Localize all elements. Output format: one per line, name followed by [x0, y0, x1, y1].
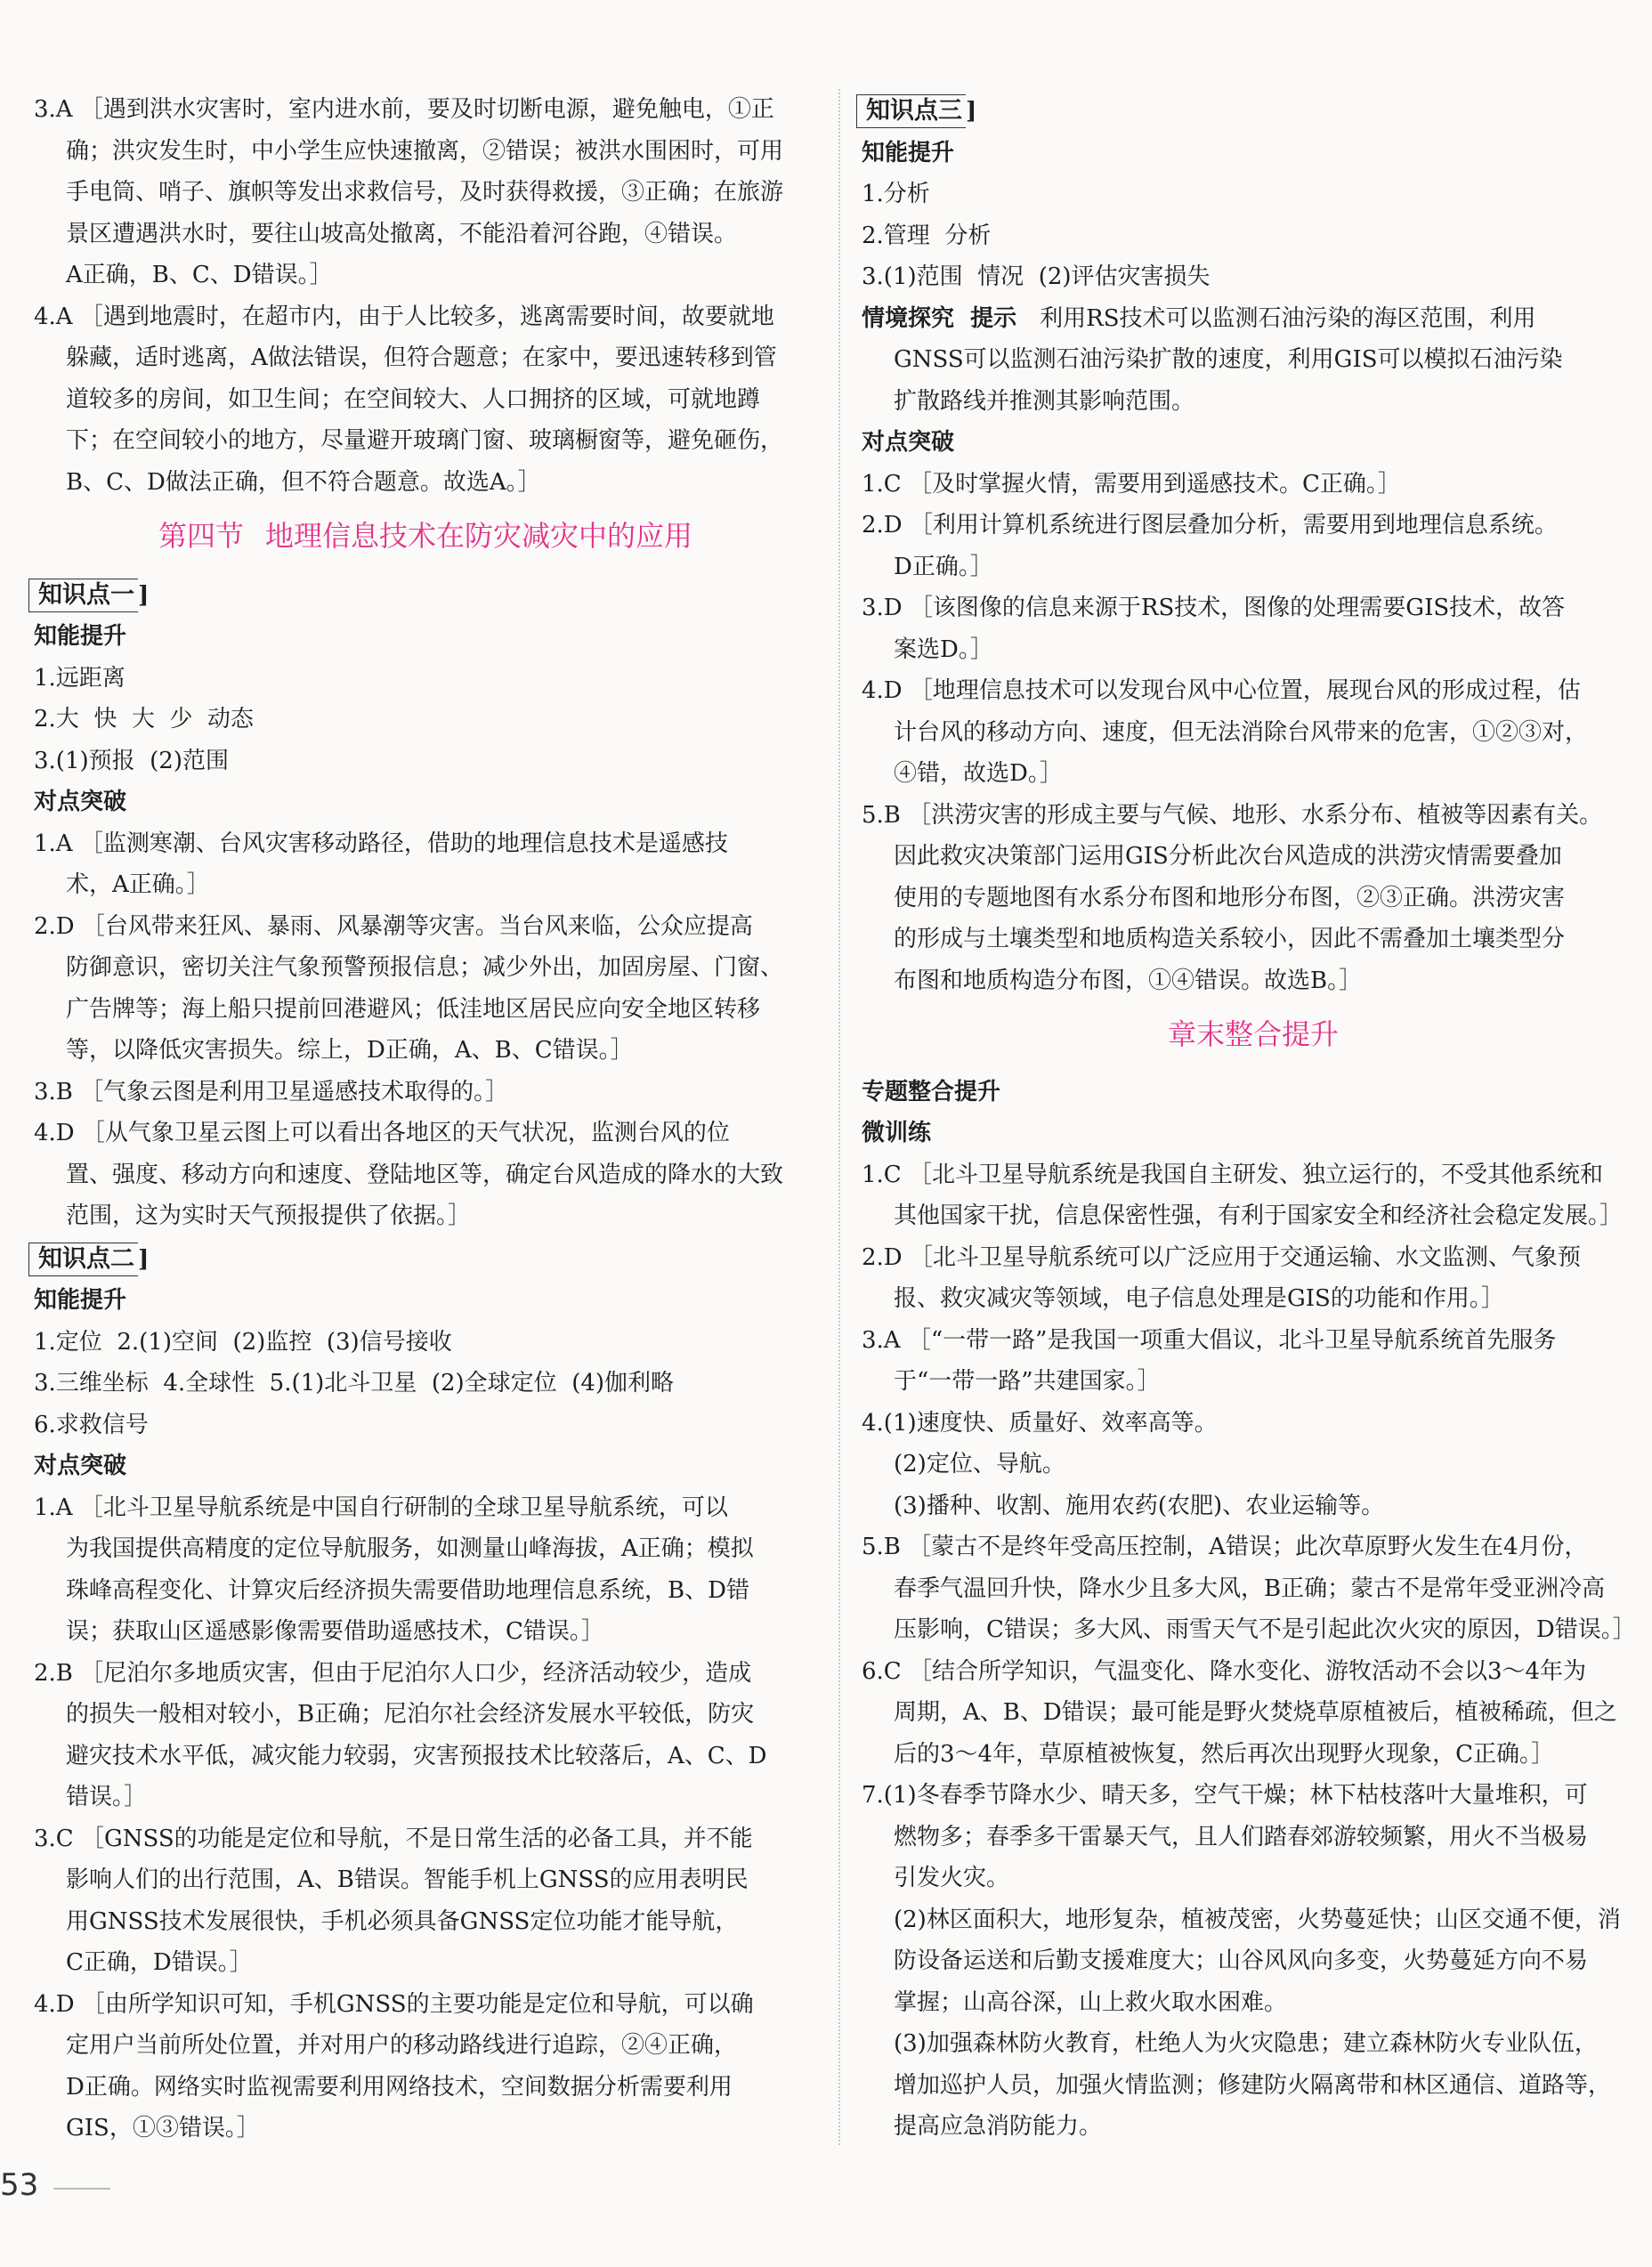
- kp-label-text: 知识点二: [28, 1243, 138, 1276]
- knowledge-point-1-label: [34, 573, 817, 617]
- answer-k2-1: [34, 1487, 817, 1653]
- answer-line: (3)加强森林防火教育，杜绝人为火灾隐患；建立森林防火专业队伍，: [894, 2030, 1598, 2057]
- qingjing-line: GNSS可以监测石油污染扩散的速度，利用GIS可以模拟石油污染: [894, 346, 1563, 373]
- answer-line: (2)定位、导航。: [894, 1451, 1065, 1478]
- section-heading: 地理信息技术在防灾减灾中的应用: [265, 519, 693, 553]
- qingjing-line: 扩散路线并推测其影响范围。: [894, 387, 1195, 415]
- answer-line: 等，以降低灾害损失。综上，D正确，A、B、C错误。］: [66, 1037, 634, 1064]
- answer-k3-4: [862, 670, 1645, 795]
- subheading-zhuanti: 专题整合提升: [862, 1078, 1001, 1105]
- answer-line: 引发火灾。: [894, 1865, 1010, 1891]
- answer-line: 3.A ［“一带一路”是我国一项重大倡议，北斗卫星导航系统首先服务: [862, 1326, 1557, 1354]
- answer-line: 道较多的房间，如卫生间；在空间较大、人口拥挤的区域，可就地蹲: [66, 385, 761, 413]
- answer-line: C正确，D错误。］: [66, 1949, 253, 1976]
- subheading-zhineng: 知能提升: [34, 623, 127, 650]
- answer-line: 的形成与土壤类型和地质构造关系较小，因此不需叠加土壤类型分: [894, 926, 1566, 952]
- answer-line: 计台风的移动方向、速度，但无法消除台风带来的危害，①②③对，: [894, 718, 1589, 746]
- kp-label-text: 知识点一: [28, 579, 138, 612]
- kp-item: 1.定位 2.(1)空间 (2)监控 (3)信号接收: [34, 1328, 452, 1356]
- answer-k2-4: [34, 1984, 817, 2150]
- answer-line: 案选D。］: [894, 636, 993, 663]
- answer-w1: [862, 1154, 1645, 1237]
- answer-line: 的损失一般相对较小，B正确；尼泊尔社会经济发展水平较低，防灾: [66, 1701, 755, 1728]
- answer-k2-3: [34, 1818, 817, 1984]
- answer-w3: [862, 1320, 1645, 1403]
- subheading-duidian: 对点突破: [34, 1453, 127, 1479]
- answer-w5: [862, 1526, 1645, 1651]
- answer-line: 定用户当前所处位置，并对用户的移动路线进行追踪，②④正确，: [66, 2032, 738, 2059]
- answer-k3-1: [862, 464, 1645, 506]
- answer-line: 误；获取山区遥感影像需要借助遥感技术，C错误。］: [66, 1618, 604, 1645]
- kp-label-text: 知识点三: [856, 94, 966, 128]
- answer-line: 1.A ［北斗卫星导航系统是中国自行研制的全球卫星导航系统，可以: [34, 1494, 728, 1521]
- answer-line: 手电筒、哨子、旗帜等发出求救信号，及时获得救援，③正确；在旅游: [66, 179, 784, 206]
- answer-line: 术，A正确。］: [66, 871, 210, 898]
- answer-line: B、C、D做法正确，但不符合题意。故选A。］: [66, 468, 541, 496]
- answer-line: 布图和地质构造分布图，①④错误。故选B。］: [894, 967, 1363, 994]
- answer-k3-5: [862, 795, 1645, 1002]
- answer-line: 防御意识，密切关注气象预警预报信息；减少外出，加固房屋、门窗、: [66, 954, 784, 981]
- answer-line: 春季气温回升快，降水少且多大风，B正确；蒙古不是常年受亚洲冷高: [894, 1575, 1606, 1602]
- answer-line: (2)林区面积大，地形复杂，植被茂密，火势蔓延快；山区交通不便，消: [894, 1906, 1621, 1933]
- kp-item: 6.求救信号: [34, 1411, 149, 1438]
- answer-line: 后的3～4年，草原植被恢复，然后再次出现野火现象，C正确。］: [894, 1740, 1554, 1768]
- answer-line: 影响人们的出行范围，A、B错误。智能手机上GNSS的应用表明民: [66, 1866, 749, 1893]
- answer-line: 3.C ［GNSS的功能是定位和导航，不是日常生活的必备工具，并不能: [34, 1825, 753, 1852]
- answer-line: 1.C ［北斗卫星导航系统是我国自主研发、独立运行的，不受其他系统和: [862, 1161, 1603, 1188]
- kp-item: 1.远距离: [34, 664, 126, 692]
- answer-line: 范围，这为实时天气预报提供了依据。］: [66, 1202, 472, 1229]
- answer-w7: [862, 1775, 1645, 2148]
- answer-line: 4.A ［遇到地震时，在超市内，由于人比较多，逃离需要时间，故要就地: [34, 303, 774, 330]
- answer-k1-1: [34, 823, 817, 906]
- knowledge-point-2-label: [34, 1237, 817, 1281]
- answer-w2: [862, 1237, 1645, 1320]
- answer-line: GIS，①③错误。］: [66, 2115, 260, 2142]
- answer-line: 避灾技术水平低，减灾能力较弱，灾害预报技术比较落后，A、C、D: [66, 1742, 767, 1769]
- page-number-rule: [53, 2188, 110, 2190]
- answer-line: 报、救灾减灾等领域，电子信息处理是GIS的功能和作用。］: [894, 1285, 1504, 1312]
- kp-item: 1.分析: [862, 181, 930, 207]
- answer-line: 因此救灾决策部门运用GIS分析此次台风造成的洪涝灾情需要叠加: [894, 843, 1562, 870]
- answer-line: 3.B ［气象云图是利用卫星遥感技术取得的。］: [34, 1078, 509, 1105]
- answer-k2-2: [34, 1653, 817, 1818]
- kp-item: 3.(1)范围 情况 (2)评估灾害损失: [862, 263, 1211, 290]
- answer-line: 确；洪灾发生时，中小学生应快速撤离，②错误；被洪水围困时，可用: [66, 137, 784, 165]
- answer-line: (3)播种、收割、施用农药(农肥)、农业运输等。: [894, 1492, 1385, 1519]
- subheading-weixunlian: 微训练: [862, 1120, 932, 1146]
- answer-L3: [34, 89, 817, 296]
- answer-line: 1.A ［监测寒潮、台风灾害移动路径，借助的地理信息技术是遥感技: [34, 830, 728, 857]
- answer-line: 6.C ［结合所学知识，气温变化、降水变化、游牧活动不会以3～4年为: [862, 1657, 1587, 1685]
- answer-line: 其他国家干扰，信息保密性强，有利于国家安全和经济社会稳定发展。］: [894, 1202, 1624, 1229]
- answer-line: 周期，A、B、D错误；最可能是野火焚烧草原植被后，植被稀疏，但之: [894, 1699, 1617, 1726]
- subheading-zhineng: 知能提升: [34, 1287, 127, 1314]
- subheading-duidian: 对点突破: [862, 429, 955, 456]
- kp-item: 2.大 快 大 少 动态: [34, 706, 254, 733]
- left-column: [34, 89, 817, 2150]
- chapter-title: 章末整合提升: [1167, 1017, 1339, 1051]
- answer-line: 提高应急消防能力。: [894, 2113, 1103, 2140]
- answer-line: 为我国提供高精度的定位导航服务，如测量山峰海拔，A正确；模拟: [66, 1535, 754, 1562]
- answer-line: 于“一带一路”共建国家。］: [894, 1368, 1161, 1395]
- answer-line: 掌握；山高谷深，山上救火取水困难。: [894, 1988, 1288, 2016]
- kp-item: 2.管理 分析: [862, 222, 992, 249]
- answer-line: 用GNSS技术发展很快，手机必须具备GNSS定位功能才能导航，: [66, 1907, 739, 1935]
- qingjing-line: 利用RS技术可以监测石油污染的海区范围，利用: [1040, 304, 1536, 332]
- answer-line: 5.B ［蒙古不是终年受高压控制，A错误；此次草原野火发生在4月份，: [862, 1534, 1588, 1560]
- answer-line: 4.D ［由所学知识可知，手机GNSS的主要功能是定位和导航，可以确: [34, 1990, 754, 2018]
- answer-w4: [862, 1403, 1645, 1527]
- answer-line: 广告牌等；海上船只提前回港避风；低洼地区居民应向安全地区转移: [66, 995, 761, 1023]
- answer-line: 2.D ［利用计算机系统进行图层叠加分析，需要用到地理信息系统。: [862, 512, 1558, 538]
- answer-line: 防设备运送和后勤支援难度大；山谷风风向多变，火势蔓延方向不易: [894, 1947, 1589, 1974]
- answer-k3-3: [862, 587, 1645, 670]
- answer-k3-2: [862, 505, 1645, 587]
- answer-line: 躲藏，适时逃离，A做法错误，但符合题意；在家中，要迅速转移到管: [66, 344, 777, 371]
- answer-line: 4.D ［地理信息技术可以发现台风中心位置，展现台风的形成过程，估: [862, 677, 1581, 704]
- answer-k1-2: [34, 906, 817, 1072]
- answer-k1-3: [34, 1072, 817, 1113]
- answer-line: D正确。］: [894, 553, 993, 580]
- answer-line: A正确，B、C、D错误。］: [66, 262, 333, 288]
- subheading-zhineng: 知能提升: [862, 139, 955, 166]
- answer-line: 3.D ［该图像的信息来源于RS技术，图像的处理需要GIS技术，故答: [862, 595, 1566, 621]
- answer-k1-4: [34, 1113, 817, 1237]
- kp-item: 3.(1)预报 (2)范围: [34, 747, 229, 774]
- page-number: 53: [0, 2167, 39, 2203]
- answer-line: 置、强度、移动方向和速度、登陆地区等，确定台风造成的降水的大致: [66, 1161, 784, 1188]
- answer-L4: [34, 296, 817, 504]
- answer-line: D正确。网络实时监视需要利用网络技术，空间数据分析需要利用: [66, 2073, 733, 2101]
- answer-line: 2.B ［尼泊尔多地质灾害，但由于尼泊尔人口少，经济活动较少，造成: [34, 1659, 752, 1687]
- subheading-duidian: 对点突破: [34, 789, 127, 815]
- answer-w6: [862, 1651, 1645, 1776]
- answer-line: 使用的专题地图有水系分布图和地形分布图，②③正确。洪涝灾害: [894, 884, 1566, 911]
- answer-line: 景区遭遇洪水时，要往山坡高处撤离，不能沿着河谷跑，④错误。: [66, 220, 738, 247]
- column-divider: [838, 89, 840, 2145]
- answer-line: ④错，故选D。］: [894, 760, 1063, 787]
- section-number: 第四节: [158, 519, 244, 553]
- answer-line: 增加巡护人员，加强火情监测；修建防火隔离带和林区通信、道路等，: [894, 2071, 1612, 2099]
- section-title: [34, 503, 817, 573]
- answer-line: 4.(1)速度快、质量好、效率高等。: [862, 1409, 1218, 1437]
- kp-item: 3.三维坐标 4.全球性 5.(1)北斗卫星 (2)全球定位 (4)伽利略: [34, 1370, 675, 1397]
- answer-line: 3.A ［遇到洪水灾害时，室内进水前，要及时切断电源，避免触电，①正: [34, 96, 774, 123]
- answer-line: 4.D ［从气象卫星云图上可以看出各地区的天气状况，监测台风的位: [34, 1120, 730, 1146]
- qingjing-tanjiu: [862, 298, 1645, 423]
- answer-line: 2.D ［台风带来狂风、暴雨、风暴潮等灾害。当台风来临，公众应提高: [34, 912, 753, 940]
- answer-line: 错误。］: [66, 1784, 148, 1810]
- answer-line: 1.C ［及时掌握火情，需要用到遥感技术。C正确。］: [862, 470, 1401, 498]
- answer-line: 下；在空间较小的地方，尽量避开玻璃门窗、玻璃橱窗等，避免砸伤，: [66, 427, 784, 454]
- answer-line: 5.B ［洪涝灾害的形成主要与气候、地形、水系分布、植被等因素有关。: [862, 801, 1603, 829]
- answer-line: 压影响，C错误；多大风、雨雪天气不是引起此次火灾的原因，D错误。］: [894, 1616, 1636, 1643]
- answer-line: 珠峰高程变化、计算灾后经济损失需要借助地理信息系统，B、D错: [66, 1576, 749, 1604]
- right-column: [862, 89, 1645, 2148]
- answer-line: 7.(1)冬春季节降水少、晴天多，空气干燥；林下枯枝落叶大量堆积，可: [862, 1782, 1588, 1809]
- answer-line: 2.D ［北斗卫星导航系统可以广泛应用于交通运输、水文监测、气象预: [862, 1243, 1581, 1271]
- knowledge-point-3-label: [862, 89, 1645, 133]
- qingjing-label: 情境探究 提示: [862, 304, 1017, 332]
- answer-line: 燃物多；春季多干雷暴天气，且人们踏春郊游较频繁，用火不当极易: [894, 1823, 1589, 1850]
